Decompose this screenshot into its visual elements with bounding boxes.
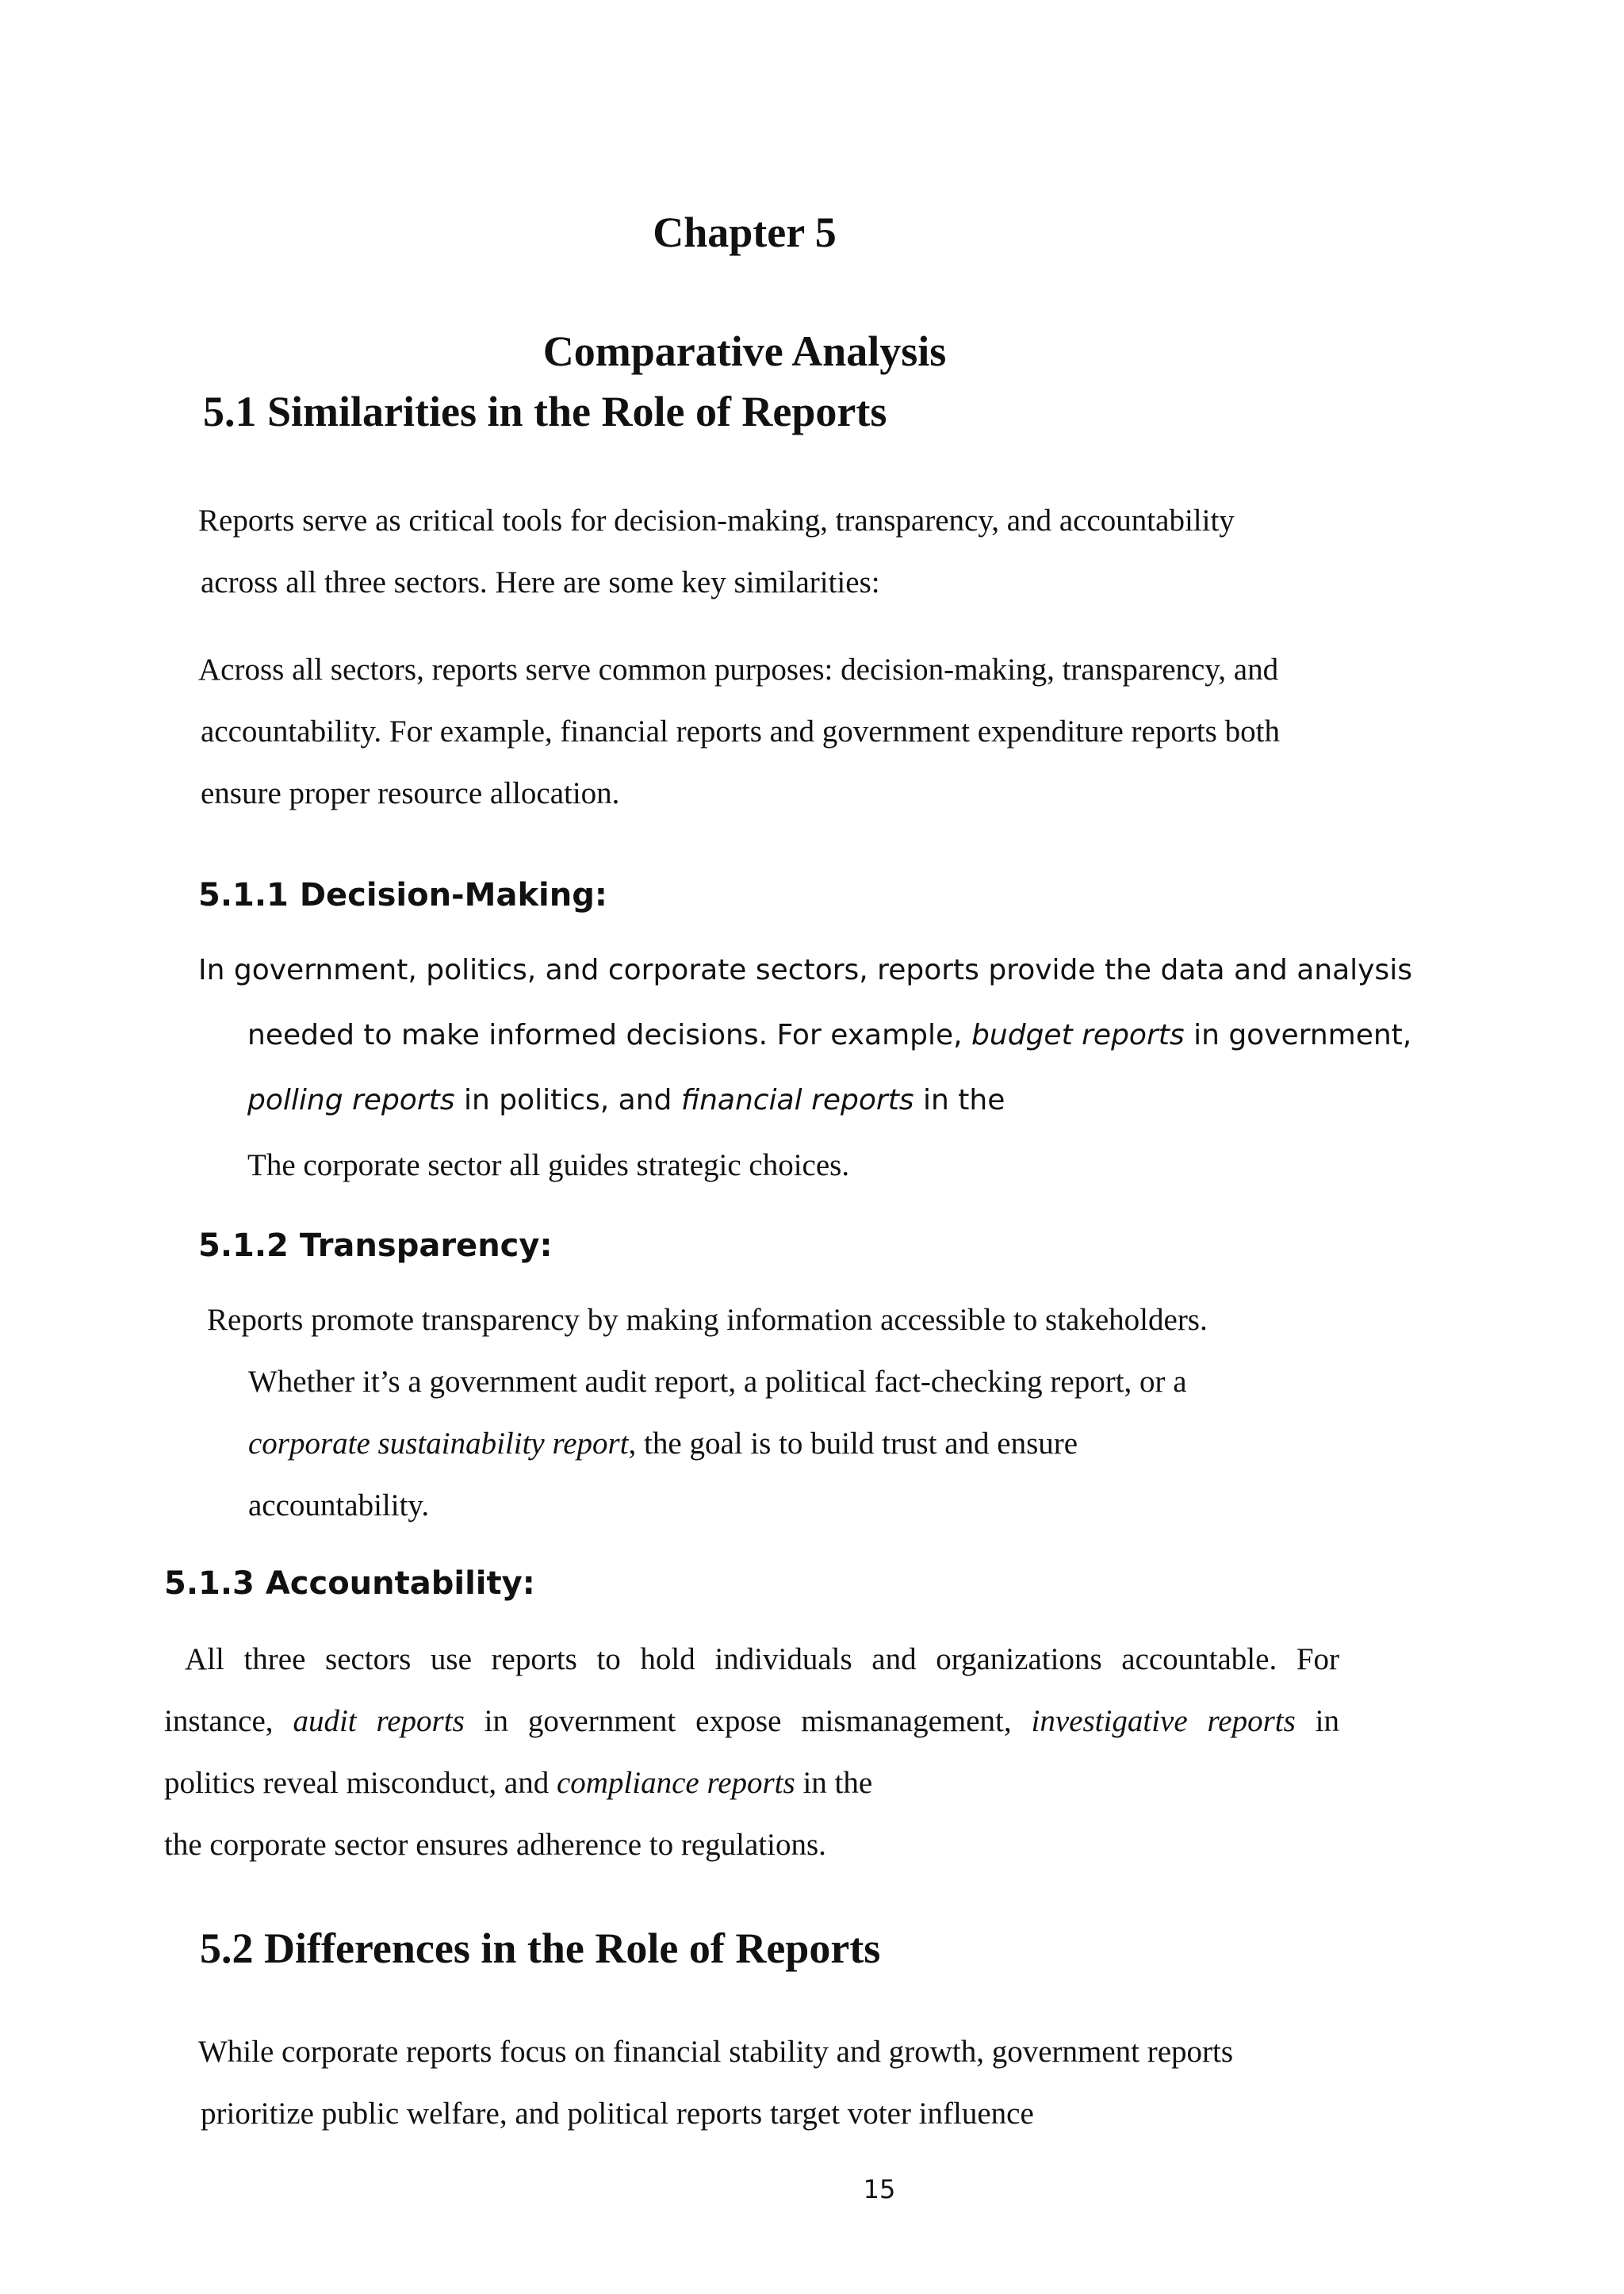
text-line: prioritize public welfare, and political reports target voter influence [201,2097,1034,2131]
text-line [207,1413,1208,1475]
text-run: in government expose mismanagement, [484,1704,1032,1738]
emphasis-budget-reports: budget reports [971,1019,1185,1051]
text-run: in the [795,1766,873,1800]
section-5-1-paragraph [198,639,1280,825]
text-line: across all three sectors. Here are some key similarities: [201,565,880,599]
text-line [198,1068,1412,1133]
subsection-heading-transparency: 5.1.2 Transparency: [198,1227,553,1264]
text-line: Whether it’s a government audit report, a political fact-checking report, or a [248,1365,1187,1399]
text-line: accountability. [248,1488,430,1522]
chapter-title: Comparative Analysis [542,327,947,375]
text-line: All three sectors use reports to hold individuals and organizations accountable. For [185,1642,1339,1676]
text-run: instance, [164,1704,293,1738]
emphasis-investigative-reports: investigative reports [1031,1704,1296,1738]
text-line: ensure proper resource allocation. [201,776,620,810]
text-line: Across all sectors, reports serve common purposes: decision-making, transparency, and [198,653,1279,687]
text-line: accountability. For example, financial reports and government expenditure reports both [201,714,1280,749]
emphasis-polling-reports: polling reports [247,1084,455,1116]
emphasis-corporate-sustainability-report: corporate sustainability report [248,1427,629,1461]
subsection-heading-decision-making: 5.1.1 Decision-Making: [198,877,607,913]
emphasis-compliance-reports: compliance reports [556,1766,795,1800]
text-line [164,1691,1339,1752]
text-line: The corporate sector all guides strategic choices. [247,1148,850,1182]
text-run: politics reveal misconduct, and [164,1766,557,1800]
text-line: the corporate sector ensures adherence to regulations. [164,1828,826,1862]
transparency-paragraph [207,1289,1208,1537]
emphasis-audit-reports: audit reports [293,1704,465,1738]
text-line: Reports serve as critical tools for decision-making, transparency, and accountability [198,504,1235,538]
accountability-paragraph [164,1629,1339,1876]
text-run: needed to make informed decisions. For example, [247,1019,972,1051]
decision-making-paragraph [198,938,1412,1198]
section-5-1-intro [198,490,1235,614]
emphasis-financial-reports: financial reports [680,1084,914,1116]
section-heading-5-2: 5.2 Differences in the Role of Reports [200,1924,881,1972]
page-number: 15 [863,2174,896,2204]
text-line [164,1752,1339,1814]
text-run: in politics, and [454,1084,681,1116]
chapter-label: Chapter 5 [653,209,837,256]
text-line: Reports promote transparency by making information accessible to stakeholders. [207,1303,1208,1337]
section-5-2-paragraph [198,2021,1233,2145]
text-line: While corporate reports focus on financial stability and growth, government reports [198,2035,1234,2069]
section-heading-5-1: 5.1 Similarities in the Role of Reports [203,388,887,435]
text-run: in [1315,1704,1340,1738]
text-run: in the [914,1084,1005,1116]
text-run: in government, [1184,1019,1412,1051]
text-run: , the goal is to build trust and ensure [628,1427,1078,1461]
text-line: In government, politics, and corporate sectors, reports provide the data and analysis [198,954,1412,986]
text-line [198,1003,1412,1068]
subsection-heading-accountability: 5.1.3 Accountability: [164,1565,535,1602]
